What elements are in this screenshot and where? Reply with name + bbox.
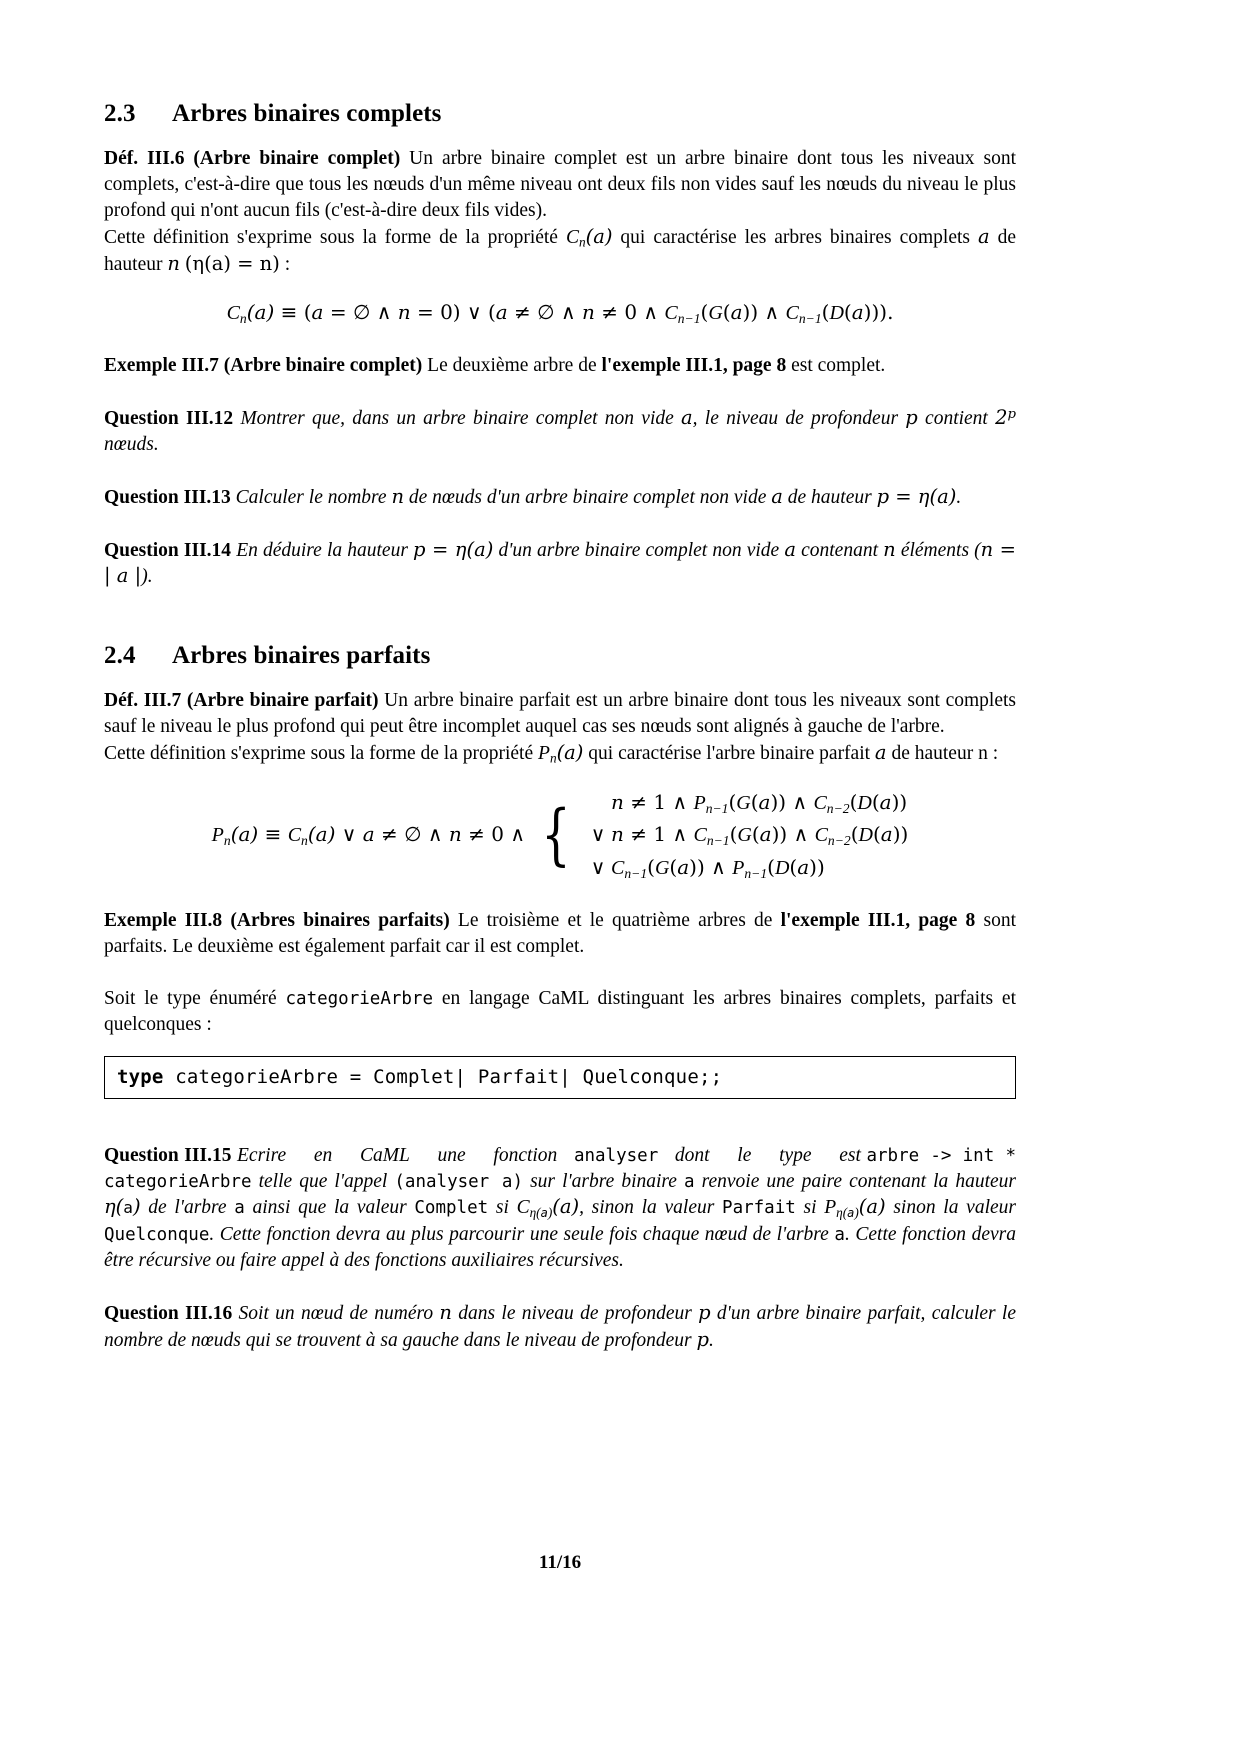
- definition-III-6-text2-pre: Cette définition s'exprime sous la forme de la propriété: [104, 226, 566, 248]
- question-III-14-text: En déduire la hauteur p = η(a) d'un arbre binaire complet non vide a contenant n éléments (n = | a |).: [104, 537, 1017, 588]
- section-heading-2-3: [104, 100, 1016, 128]
- section-heading-2-4: [104, 642, 1016, 670]
- example-III-7-reference[interactable]: l'exemple III.1, page 8: [601, 354, 787, 376]
- definition-III-6-text2-mid: qui caractérise les arbres binaires complets: [612, 226, 978, 248]
- page-content: [104, 0, 1016, 1754]
- left-brace: {: [541, 796, 571, 874]
- property-Cn-symbol: $C_n(a)$: [565, 224, 613, 250]
- definition-III-7-text2-pre: Cette définition s'exprime sous la forme de la propriété: [104, 743, 539, 765]
- definition-III-6-text2-end: :: [279, 254, 291, 276]
- definition-III-7-text2-mid: qui caractérise l'arbre binaire parfait: [583, 743, 875, 765]
- variable-a-2: a: [874, 741, 887, 765]
- section-number-2-3: 2.3: [104, 100, 136, 127]
- enum-intro-pre: Soit le type énuméré: [104, 987, 286, 1009]
- section-title-2-3: Arbres binaires complets: [172, 100, 442, 127]
- example-III-8: [104, 908, 1016, 960]
- question-III-15: [104, 1143, 1016, 1274]
- question-III-12-label: Question III.12: [104, 407, 234, 429]
- eta-equation: (η(a) = n): [184, 252, 280, 276]
- section-number-2-4: 2.4: [104, 642, 136, 670]
- definition-III-6-text2-mid2: de hauteur: [104, 226, 1017, 276]
- page-number: 11/16: [538, 1552, 582, 1573]
- section-title-2-4: Arbres binaires parfaits: [172, 642, 431, 670]
- example-III-8-reference[interactable]: l'exemple III.1, page 8: [780, 909, 976, 931]
- property-Pn-symbol: $P_n(a)$: [538, 741, 584, 766]
- definition-III-7-text: Un arbre binaire parfait est un arbre binaire dont tous les niveaux sont complets sauf le niveau le plus profond qui peut être incomplet auquel cas ses nœuds sont alignés à gauche de l'arbre.: [104, 690, 1016, 738]
- question-III-12-text: Montrer que, dans un arbre binaire complet non vide a, le niveau de profondeur p contient 2$^p$ nœuds.: [104, 405, 1017, 455]
- formula-parfait-lhs: $P_n(a) \equiv C_n(a)$ ∨ a ≠ ∅ ∧ n ≠ 0 ∧: [211, 822, 526, 849]
- question-III-13-text: Calculer le nombre n de nœuds d'un arbre binaire complet non vide a de hauteur p = η(a).: [235, 484, 962, 508]
- example-III-8-label: Exemple III.8 (Arbres binaires parfaits): [104, 909, 450, 931]
- example-III-7-text-pre: Le deuxième arbre de: [427, 354, 602, 376]
- page-footer: [104, 1552, 1016, 1574]
- question-III-16-label: Question III.16: [104, 1302, 233, 1324]
- definition-III-7-text2-end: de hauteur n :: [886, 743, 999, 765]
- question-III-12: [104, 405, 1016, 458]
- case-row-1: n ≠ 1 ∧ $P_{n-1}(G(a))$ ∧ $C_{n-2}(D(a))$: [611, 789, 908, 816]
- enum-intro: [104, 986, 1016, 1038]
- variable-a: a: [977, 224, 990, 248]
- definition-III-7: [104, 688, 1016, 767]
- example-III-7-text-post: est complet.: [786, 354, 886, 376]
- question-III-15-label: Question III.15: [104, 1144, 232, 1166]
- question-III-13: [104, 484, 1016, 511]
- enum-intro-code: categorieArbre: [285, 988, 434, 1009]
- example-III-7-label: Exemple III.7 (Arbre binaire complet): [104, 354, 423, 376]
- formula-parfait-cases: [585, 790, 908, 882]
- case-row-3: ∨ $C_{n-1}(G(a))$ ∧ $P_{n-1}(D(a))$: [590, 855, 825, 881]
- question-III-15-text: Ecrire en CaML une fonction analyser dont le type est arbre -> int * categorieArbre telle que l'appel (analyser a) sur l'arbre binaire a renvoie une paire contenant la hauteur η(a) de l'arbre a ainsi que la valeur Complet si $C_{\eta(a)}(a)$, sinon la valeur Parfait si $P_{\eta(a)}(a)$ sinon la valeur Quelconque. Cette fonction devra au plus parcourir une seule fois chaque nœud de l'arbre a. Cette fonction devra être récursive ou faire appel à des fonctions auxiliaires récursives.: [104, 1144, 1016, 1272]
- definition-III-6: [104, 146, 1016, 278]
- question-III-16-text: Soit un nœud de numéro n dans le niveau de profondeur p d'un arbre binaire parfait, calculer le nombre de nœuds qui se trouvent à sa gauche dans le niveau de profondeur p.: [104, 1300, 1016, 1351]
- example-III-8-text-pre: Le troisième et le quatrième arbres de: [457, 909, 781, 931]
- formula-parfait: [104, 790, 1016, 882]
- code-block-type-categoriearbre: [104, 1056, 1016, 1099]
- example-III-8-text-post: sont parfaits. Le deuxième est également parfait car il est complet.: [104, 909, 1016, 957]
- definition-III-6-text: Un arbre binaire complet est un arbre binaire dont tous les niveaux sont complets, c'est-à-dire que tous les nœuds d'un même niveau ont deux fils non vides sauf les nœuds du niveau le plus profond qui n'ont aucun fils (c'est-à-dire deux fils vides).: [104, 148, 1016, 221]
- question-III-13-label: Question III.13: [104, 486, 231, 508]
- example-III-7: [104, 353, 1016, 379]
- code-keyword-type: type: [117, 1065, 164, 1088]
- definition-III-6-label: Déf. III.6 (Arbre binaire complet): [104, 148, 401, 169]
- definition-III-7-label: Déf. III.7 (Arbre binaire parfait): [104, 690, 379, 712]
- question-III-16: [104, 1300, 1016, 1354]
- enum-intro-post: en langage CaML distinguant les arbres binaires complets, parfaits et quelconques :: [104, 987, 1016, 1035]
- question-III-14: [104, 537, 1016, 591]
- code-rest: categorieArbre = Complet| Parfait| Quelconque;;: [163, 1065, 723, 1088]
- variable-n: n: [167, 252, 180, 276]
- question-III-14-label: Question III.14: [104, 539, 232, 561]
- formula-complet: $C_n(a) \equiv (a$ = ∅ ∧ n = 0) ∨ (a ≠ ∅ ∧ n ≠ 0 ∧ $C_{n-1}(G(a))$ ∧ $C_{n-1}(D(a))$).: [226, 300, 894, 326]
- case-row-2: ∨ n ≠ 1 ∧ $C_{n-1}(G(a))$ ∧ $C_{n-2}(D(a))$: [590, 822, 909, 849]
